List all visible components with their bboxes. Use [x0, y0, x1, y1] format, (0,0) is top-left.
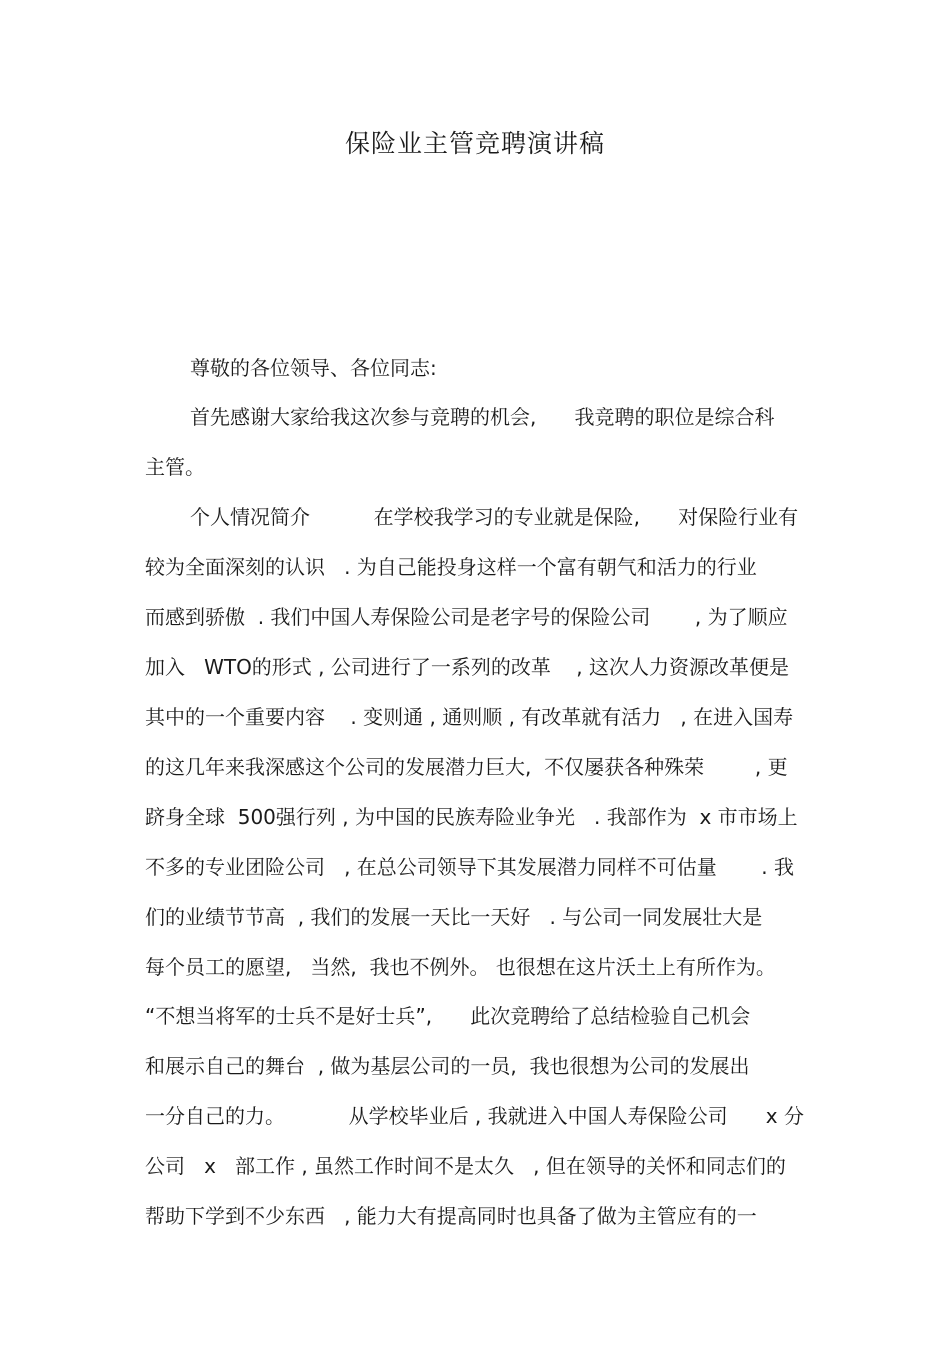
text-line: 首先感谢大家给我这次参与竞聘的机会, 我竞聘的职位是综合科: [190, 405, 775, 429]
text-line: 和展示自己的舞台 , 做为基层公司的一员, 我也很想为公司的发展出: [145, 1054, 750, 1078]
text-line: 帮助下学到不少东西 , 能力大有提高同时也具备了做为主管应有的一: [145, 1204, 757, 1228]
text-line: 其中的一个重要内容 . 变则通 , 通则顺 , 有改革就有活力 , 在进入国寿: [145, 705, 794, 729]
text-line: 不多的专业团险公司 , 在总公司领导下其发展潜力同样不可估量 . 我: [145, 855, 795, 879]
text-line: 们的业绩节节高 , 我们的发展一天比一天好 . 与公司一同发展壮大是: [145, 905, 763, 929]
document-title: 保险业主管竞聘演讲稿: [344, 129, 605, 158]
text-line: “不想当将军的士兵不是好士兵”, 此次竞聘给了总结检验自己机会: [145, 1004, 751, 1028]
text-line: 跻身全球 500强行列 , 为中国的民族寿险业争光 . 我部作为 x 市市场上: [145, 805, 798, 829]
text-line: 的这几年来我深感这个公司的发展潜力巨大, 不仅屡获各种殊荣 , 更: [145, 755, 788, 779]
text-line-salutation: 尊敬的各位领导、各位同志:: [190, 356, 437, 380]
text-line: 一分自己的力。 从学校毕业后 , 我就进入中国人寿保险公司 x 分: [145, 1104, 804, 1128]
text-line: 较为全面深刻的认识 . 为自己能投身这样一个富有朝气和活力的行业: [145, 555, 757, 579]
text-line: 个人情况简介 在学校我学习的专业就是保险, 对保险行业有: [190, 505, 799, 529]
text-line: 而感到骄傲 . 我们中国人寿保险公司是老字号的保险公司 , 为了顺应: [145, 605, 788, 629]
text-line: 加入 WTO的形式 , 公司进行了一系列的改革 , 这次人力资源改革便是: [145, 655, 790, 679]
text-line: 公司 x 部工作 , 虽然工作时间不是太久 , 但在领导的关怀和同志们的: [145, 1154, 786, 1178]
text-line: 主管。: [145, 455, 205, 479]
text-line: 每个员工的愿望, 当然, 我也不例外。 也很想在这片沃土上有所作为。: [145, 955, 776, 979]
